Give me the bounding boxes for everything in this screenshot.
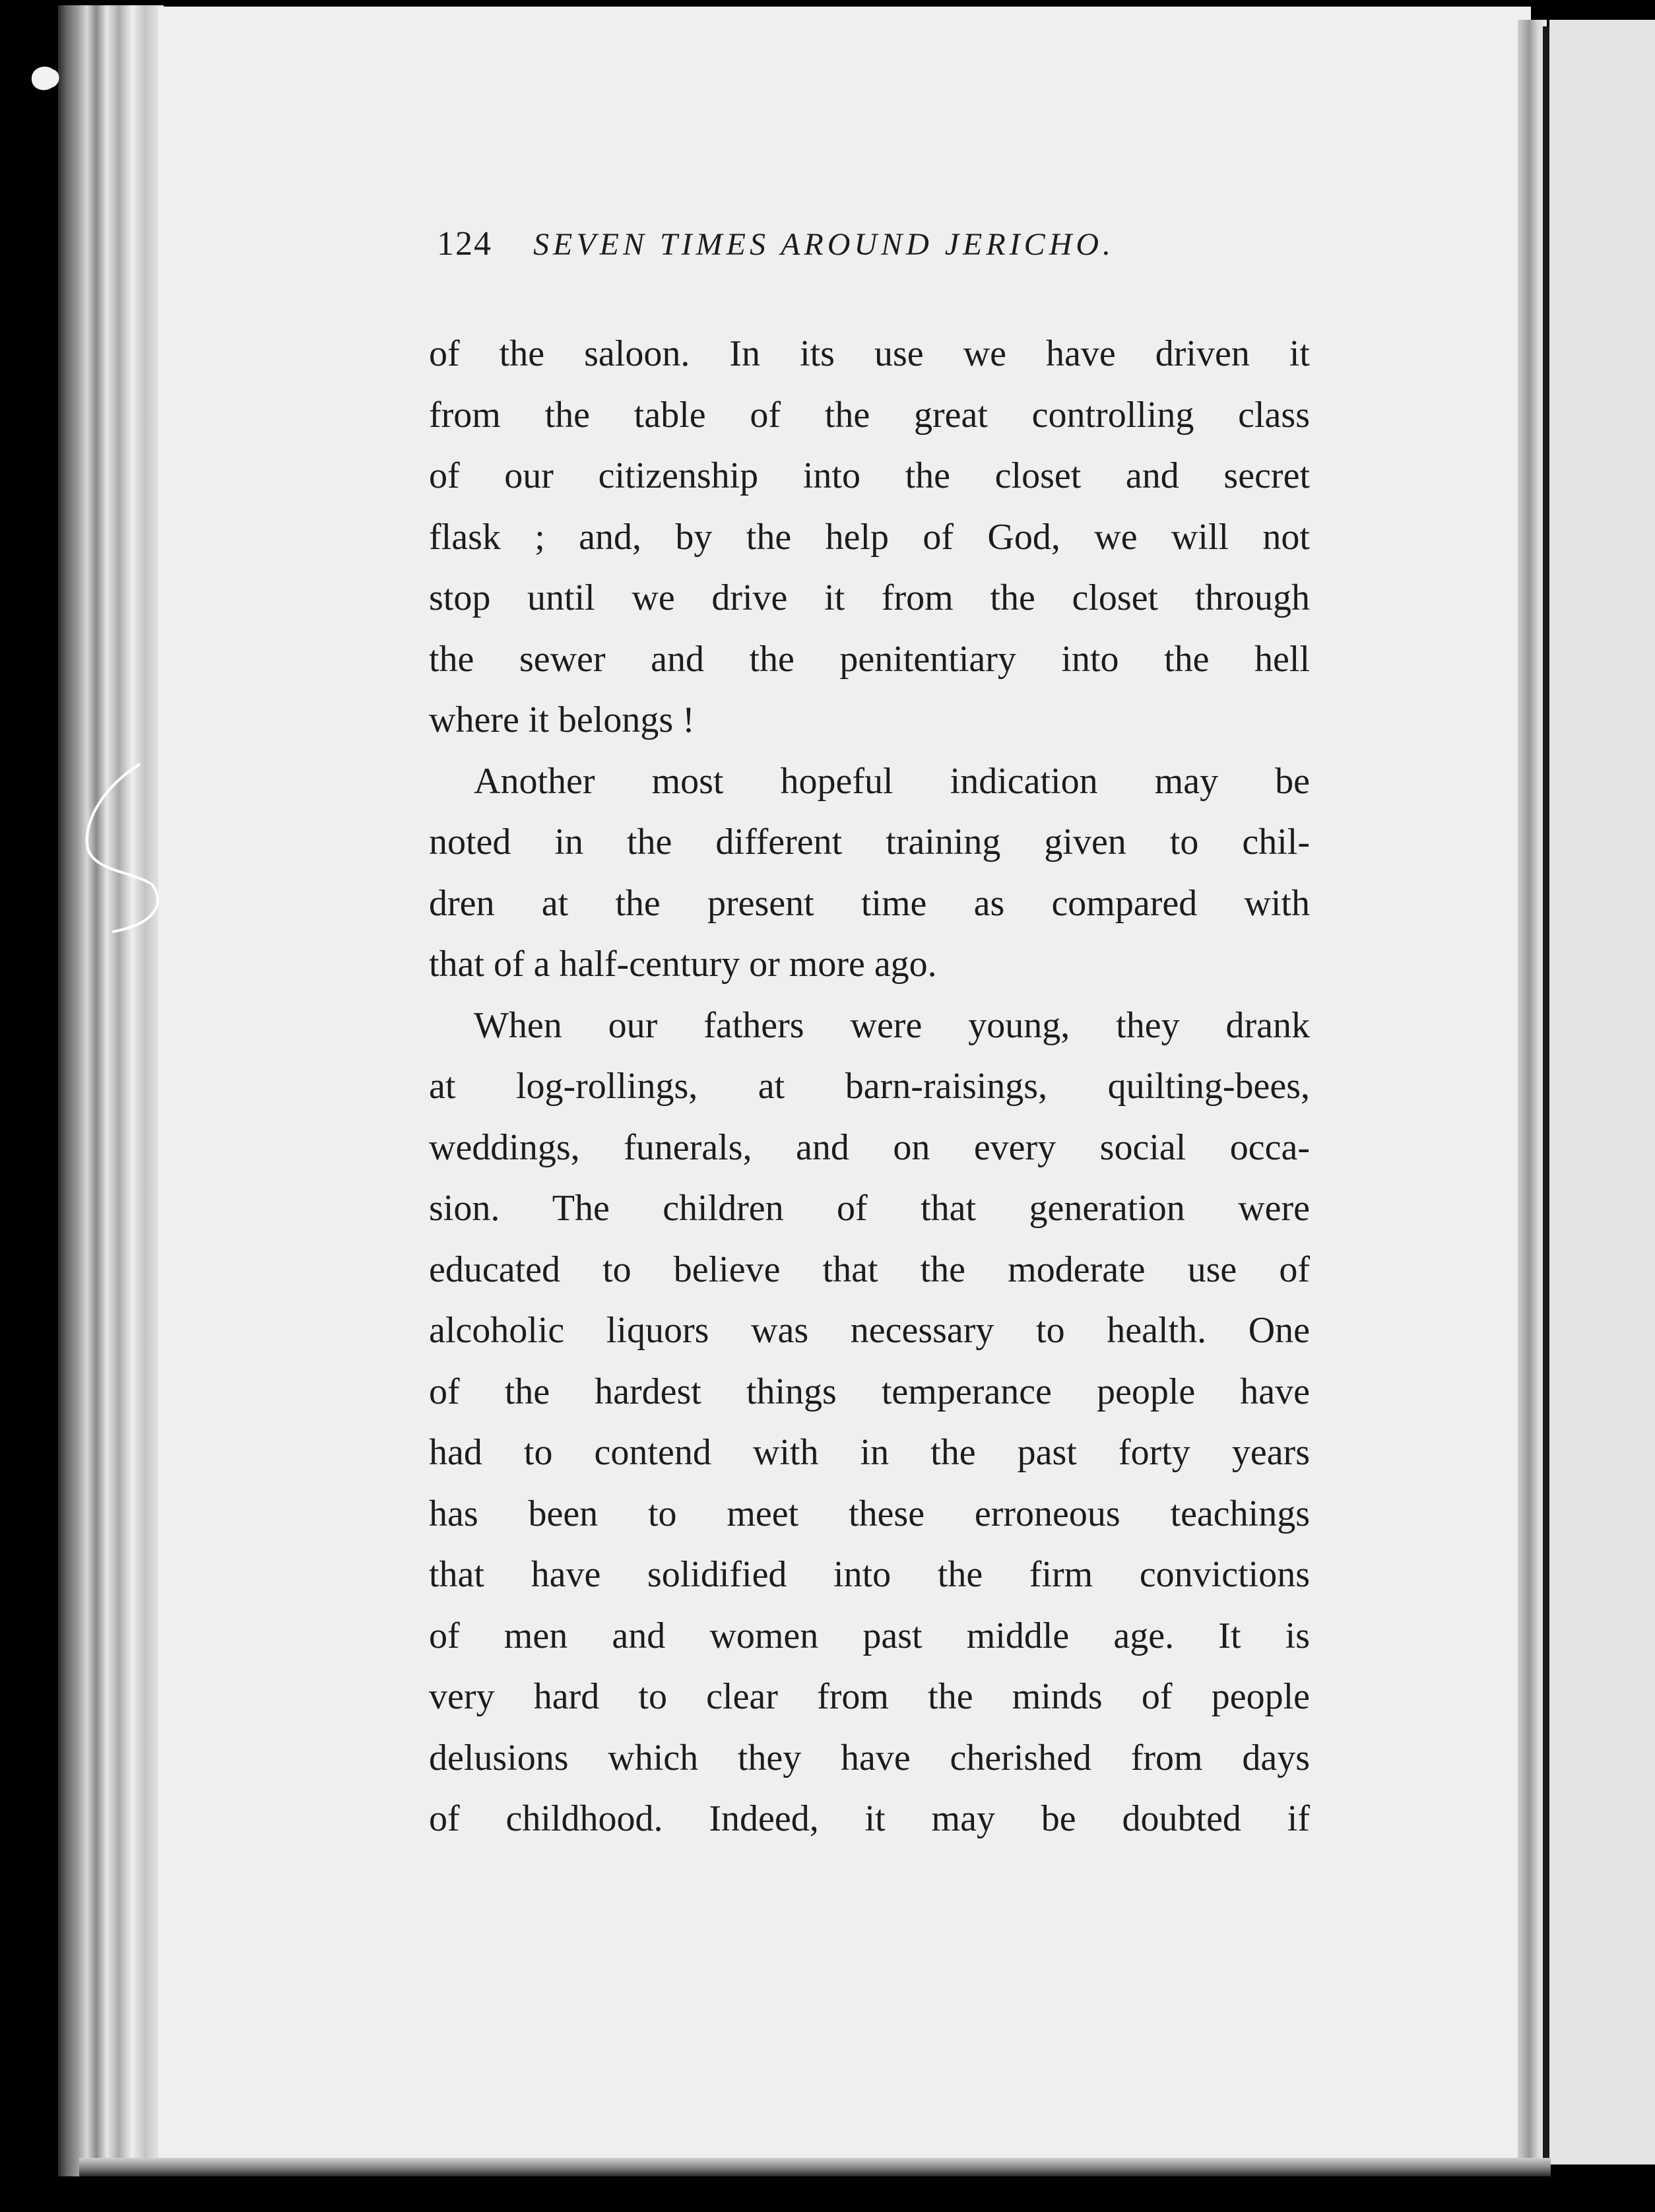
text-line: has been to meet these erroneous teachings — [429, 1493, 1310, 1534]
page-bottom-edge — [79, 2158, 1551, 2176]
text-line: at log-rollings, at barn-raisings, quilting-bees, — [429, 1066, 1310, 1107]
page-edge-stack — [58, 5, 164, 2176]
page-number: 124 — [437, 225, 492, 263]
running-title: SEVEN TIMES AROUND JERICHO. — [533, 227, 1115, 262]
text-line: Another most hopeful indication may be — [474, 760, 1310, 802]
text-line: sion. The children of that generation were — [429, 1188, 1310, 1229]
text-line: stop until we drive it from the closet through — [429, 577, 1310, 618]
text-line: that of a half-century or more ago. — [429, 944, 937, 985]
text-line: flask ; and, by the help of God, we will not — [429, 516, 1310, 558]
text-line: the sewer and the penitentiary into the hell — [429, 638, 1310, 680]
text-line: weddings, funerals, and on every social occa- — [429, 1126, 1310, 1168]
text-line: of the saloon. In its use we have driven it — [429, 333, 1310, 374]
text-line: of men and women past middle age. It is — [429, 1615, 1310, 1656]
text-line: educated to believe that the moderate use of — [429, 1249, 1310, 1290]
text-line: When our fathers were young, they drank — [474, 1004, 1310, 1046]
text-line: where it belongs ! — [429, 699, 695, 740]
text-line: of our citizenship into the closet and secret — [429, 455, 1310, 496]
text-line: alcoholic liquors was necessary to health. One — [429, 1310, 1310, 1351]
text-line: from the table of the great controlling class — [429, 394, 1310, 436]
gutter-line — [1543, 26, 1549, 2171]
text-line: had to contend with in the past forty years — [429, 1432, 1310, 1473]
text-line: that have solidified into the firm convictions — [429, 1554, 1310, 1595]
stray-pencil-mark — [79, 759, 165, 944]
text-line: dren at the present time as compared with — [429, 882, 1310, 924]
text-line: very hard to clear from the minds of people — [429, 1676, 1310, 1717]
dust-speck — [26, 63, 63, 93]
body-text — [429, 323, 1310, 1850]
facing-page-edge — [1549, 20, 1655, 2164]
running-header — [437, 224, 1310, 277]
text-line: of the hardest things temperance people have — [429, 1371, 1310, 1412]
text-line: of childhood. Indeed, it may be doubted if — [429, 1798, 1310, 1839]
page-text-block — [429, 224, 1310, 1850]
text-line: delusions which they have cherished from days — [429, 1737, 1310, 1778]
text-line: noted in the different training given to chil- — [429, 822, 1310, 862]
